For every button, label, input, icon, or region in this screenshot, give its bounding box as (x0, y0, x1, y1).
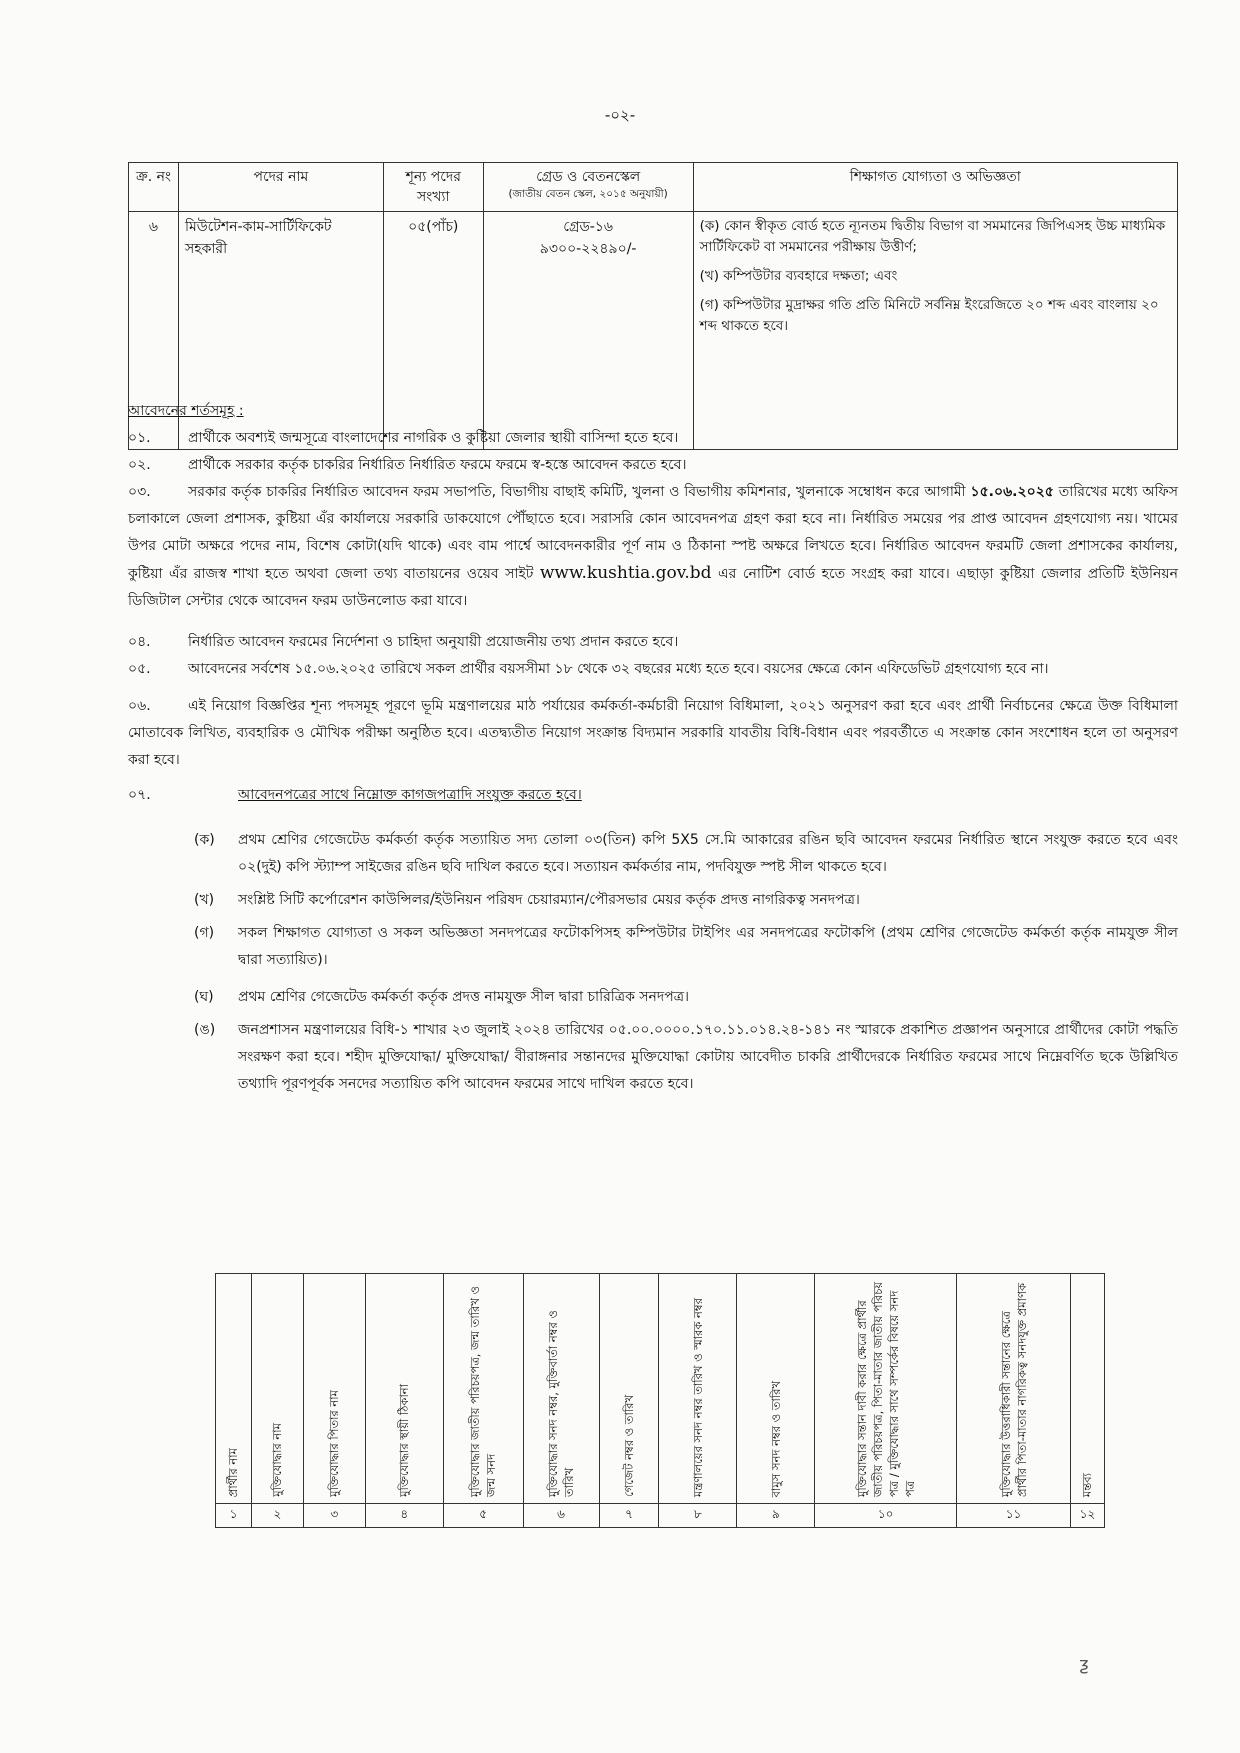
document-text: প্রথম শ্রেণির গেজেটেড কর্মকর্তা কর্তৃক প্রদত্ত নামযুক্ত সীল দ্বারা চারিত্রিক সনদপত্র। (238, 989, 690, 1005)
column-number: ৭ (599, 1504, 659, 1528)
condition-number: ০৭. (128, 787, 151, 803)
document-item (194, 887, 1178, 914)
condition-item (128, 425, 1178, 452)
quota-header: মুক্তিযোদ্ধার সন্তান দাবী করার ক্ষেত্রে প্রার্থীর জাতীয় পরিচয়পত্র, পিতা-মাতার জাতীয় পরিচয় পত্র / মুক্তিযোদ্ধার সাথে সম্পর্কের বিষয়ে সনদ পত্র (815, 1274, 957, 1504)
deadline-date: ১৫.০৬.২০২৫ (970, 484, 1054, 500)
condition-text: এর নোটিশ বোর্ড হতে সংগ্রহ করা যাবে। এছাড়া কুষ্টিয়া জেলার প্রতিটি ইউনিয়ন ডিজিটাল সেন্টার থেকে আবেদন ফরম ডাউনলোড করা যাবে। (128, 566, 1178, 609)
condition-item (128, 656, 1178, 683)
condition-text: এই নিয়োগ বিজ্ঞপ্তির শূন্য পদসমূহ পূরণে ভূমি মন্ত্রণালয়ের মাঠ পর্যায়ের কর্মকর্তা-কর্মচারী নিয়োগ বিধিমালা, ২০২১ অনুসরণ করা হবে এবং প্রার্থী নির্বাচনের ক্ষেত্রে উক্ত বিধিমালা মোতাবেক লিখিত, ব্যবহারিক ও মৌখিক পরীক্ষা অনুষ্ঠিত হবে। এতদ্ব্যতীত নিয়োগ সংক্রান্ত বিদ্যমান সরকারি যাবতীয় বিধি-বিধান এবং পরবর্তীতে এ সংক্রান্ত কোন সংশোধন হলে তা অনুসরণ করা হবে। (128, 698, 1178, 768)
row-serial: ৬ (129, 212, 179, 450)
condition-item (128, 452, 1178, 479)
column-number: ২ (251, 1504, 303, 1528)
row-vacancy: ০৫(পাঁচ) (383, 212, 483, 450)
header-qualification: শিক্ষাগত যোগ্যতা ও অভিজ্ঞতা (693, 163, 1177, 212)
condition-number: ০৫. (128, 661, 151, 677)
quota-header: মুক্তিযোদ্ধার স্থায়ী ঠিকানা (365, 1274, 443, 1504)
condition-text: সরকার কর্তৃক চাকরির নির্ধারিত আবেদন ফরম সভাপতি, বিভাগীয় বাছাই কমিটি, খুলনা ও বিভাগীয় কমিশনার, খুলনাকে সম্বোধন করে আগামী (188, 484, 971, 500)
condition-number: ০৪. (128, 634, 151, 650)
quota-table-header (216, 1274, 1105, 1504)
qualification-item: (গ) কম্পিউটার মুদ্রাক্ষর গতি প্রতি মিনিটে সর্বনিম্ন ইংরেজিতে ২০ শব্দ এবং বাংলায় ২০ শব্দ থাকতে হবে। (699, 297, 1159, 334)
condition-number: ০১. (128, 430, 151, 446)
website-link[interactable]: www.kushtia.gov.bd (539, 563, 712, 583)
document-text: সকল শিক্ষাগত যোগ্যতা ও সকল অভিজ্ঞতা সনদপত্রের ফটোকপিসহ কম্পিউটার টাইপিং এর সনদপত্রের ফটোকপি (প্রথম শ্রেণির গেজেটেড কর্মকর্তা কর্তৃক নামযুক্ত সীল দ্বারা সত্যায়িত)। (238, 925, 1178, 968)
condition-text: আবেদনের সর্বশেষ ১৫.০৬.২০২৫ তারিখে সকল প্রার্থীর বয়সসীমা ১৮ থেকে ৩২ বছরের মধ্যে হতে হবে। বয়সের ক্ষেত্রে কোন এফিডেভিট গ্রহণযোগ্য হবে না। (188, 661, 1049, 677)
condition-text: প্রার্থীকে সরকার কর্তৃক চাকরির নির্ধারিত নির্ধারিত ফরমে ফরমে স্ব-হস্তে আবেদন করতে হবে। (188, 457, 687, 473)
document-key: (ক) (194, 832, 215, 848)
job-table-header (129, 163, 1178, 212)
column-number: ৬ (523, 1504, 599, 1528)
document-key: (ঘ) (194, 989, 214, 1005)
column-number: ৯ (737, 1504, 815, 1528)
condition-item (128, 479, 1178, 615)
document-text: সংশ্লিষ্ট সিটি কর্পোরেশন কাউন্সিলর/ইউনিয়ন পরিষদ চেয়ারম্যান/পৌরসভার মেয়র কর্তৃক প্রদত্ত নাগরিকত্ব সনদপত্র। (238, 892, 860, 908)
column-number: ৪ (365, 1504, 443, 1528)
quota-header: মুক্তিযোদ্ধার জাতীয় পরিচয়পত্র, জন্ম তারিখ ও জন্ম সনদ (443, 1274, 523, 1504)
document-item (194, 920, 1178, 974)
condition-item (128, 693, 1178, 774)
column-number: ১ (216, 1504, 252, 1528)
column-number: ১০ (815, 1504, 957, 1528)
quota-header: মুক্তিযোদ্ধার পিতার নাম (303, 1274, 365, 1504)
condition-item (128, 782, 1178, 809)
pen-mark: ƺ (1079, 1654, 1089, 1675)
condition-text: নির্ধারিত আবেদন ফরমের নির্দেশনা ও চাহিদা অনুযায়ী প্রয়োজনীয় তথ্য প্রদান করতে হবে। (188, 634, 679, 650)
quota-header: প্রার্থীর নাম (216, 1274, 252, 1504)
header-serial: ক্র. নং (129, 163, 179, 212)
quota-table (215, 1273, 1105, 1528)
document-text: প্রথম শ্রেণির গেজেটেড কর্মকর্তা কর্তৃক সত্যায়িত সদ্য তোলা ০৩(তিন) কপি 5X5 সে.মি আকারের রঙিন ছবি আবেদন ফরমের নির্ধারিত স্থানে সংযুক্ত করতে হবে এবং ০২(দুই) কপি স্ট্যাম্প সাইজের রঙিন ছবি দাখিল করতে হবে। সত্যায়ন কর্মকর্তার নাম, পদবিযুক্ত স্পষ্ট সীল থাকতে হবে। (238, 832, 1178, 875)
column-number: ৩ (303, 1504, 365, 1528)
condition-number: ০৬. (128, 698, 151, 714)
document-item (194, 1017, 1178, 1098)
qualification-item: (ক) কোন স্বীকৃত বোর্ড হতে ন্যূনতম দ্বিতীয় বিভাগ বা সমমানের জিপিএসহ উচ্চ মাধ্যমিক সার্টিফিকেট বা সমমানের পরীক্ষায় উত্তীর্ণ; (699, 218, 1166, 255)
quota-header: গেজেট নম্বর ও তারিখ (599, 1274, 659, 1504)
quota-header: মুক্তিযোদ্ধার নাম (251, 1274, 303, 1504)
row-grade-label: গ্রেড-১৬ (563, 219, 613, 235)
column-number: ১২ (1070, 1504, 1104, 1528)
column-number: ৮ (659, 1504, 737, 1528)
document-item (194, 827, 1178, 881)
document-text: জনপ্রশাসন মন্ত্রণালয়ের বিধি-১ শাখার ২৩ জুলাই ২০২৪ তারিখের ০৫.০০.০০০০.১৭০.১১.০১৪.২৪-১৪১ নং স্মারকে প্রকাশিত প্রজ্ঞাপন অনুসারে প্রার্থীদের কোটা পদ্ধতি সংরক্ষণ করা হবে। শহীদ মুক্তিযোদ্ধা/ মুক্তিযোদ্ধা/ বীরাঙ্গনার সন্তানদের মুক্তিযোদ্ধা কোটায় আবেদীত চাকরি প্রার্থীদেরকে নির্ধারিত ফরমের সাথে নিম্নেবর্ণিত ছকে উল্লিখিত তথ্যাদি পূরণপূর্বক সনদের সত্যায়িত কপি আবেদন ফরমের সাথে দাখিল করতে হবে। (238, 1022, 1178, 1092)
page-number: -০২- (604, 106, 636, 124)
documents-heading: আবেদনপত্রের সাথে নিম্নোক্ত কাগজপত্রাদি সংযুক্ত করতে হবে। (238, 787, 582, 803)
quota-header: মন্ত্রণালয়ের সনদ নম্বর তারিখ ও স্মারক নম্বর (659, 1274, 737, 1504)
header-grade-note: (জাতীয় বেতন স্কেল, ২০১৫ অনুযায়ী) (508, 188, 668, 200)
document-key: (ঙ) (194, 1022, 216, 1038)
header-grade (483, 163, 693, 212)
condition-text: তারিখের মধ্যে অফিস চলাকালে জেলা প্রশাসক, কুষ্টিয়া এঁর কার্যালয়ে সরকারি ডাকযোগে পৌঁছাতে হবে। সরাসরি কোন আবেদনপত্র গ্রহণ করা হবে না। নির্ধারিত সময়ের পর প্রাপ্ত আবেদন গ্রহণযোগ্য নয়। খামের উপর মোটা অক্ষরে পদের নাম, বিশেষ কোটা(যদি থাকে) এবং বাম পার্শ্বে আবেদনকারীর পূর্ণ নাম ও ঠিকানা স্পষ্ট অক্ষরে লিখতে হবে। নির্ধারিত আবেদন ফরমটি জেলা প্রশাসকের কার্যালয়, কুষ্টিয়া এঁর রাজস্ব শাখা হতে অথবা জেলা তথ্য বাতায়নের ওয়েব সাইট (128, 484, 1178, 582)
header-vacancy: শূন্য পদের সংখ্যা (383, 163, 483, 212)
condition-text: প্রার্থীকে অবশ্যই জন্মসূত্রে বাংলাদেশের নাগরিক ও কুষ্টিয়া জেলার স্থায়ী বাসিন্দা হতে হবে। (188, 430, 679, 446)
row-post-name: মিউটেশন-কাম-সার্টিফিকেট সহকারী (178, 212, 383, 450)
quota-header: মুক্তিযোদ্ধার উত্তরাধিকারী সন্তানের ক্ষেত্রে প্রার্থীর পিতা-মাতার নাগরিকত্ব সনদযুক্ত প্রমাণক (957, 1274, 1071, 1504)
column-number: ১১ (957, 1504, 1071, 1528)
conditions-section (128, 398, 1178, 1104)
quota-header: বামুস সনদ নম্বর ও তারিখ (737, 1274, 815, 1504)
document-key: (গ) (194, 925, 215, 941)
column-number: ৫ (443, 1504, 523, 1528)
condition-number: ০২. (128, 457, 151, 473)
quota-header: মন্তব্য (1070, 1274, 1104, 1504)
condition-item (128, 629, 1178, 656)
qualification-item: (খ) কম্পিউটার ব্যবহারে দক্ষতা; এবং (699, 268, 898, 284)
conditions-heading: আবেদনের শর্তসমূহ : (128, 403, 244, 419)
document-key: (খ) (194, 892, 215, 908)
document-item (194, 984, 1178, 1011)
quota-number-row (216, 1504, 1105, 1528)
row-pay-scale: ৯৩০০-২২৪৯০/- (539, 241, 637, 257)
header-grade-label: গ্রেড ও বেতনস্কেল (536, 169, 641, 185)
header-post-name: পদের নাম (178, 163, 383, 212)
documents-list (194, 827, 1178, 1098)
condition-number: ০৩. (128, 484, 151, 500)
quota-header: মুক্তিযোদ্ধার সনদ নম্বর, মুক্তিবার্তা নম্বর ও তারিখ (523, 1274, 599, 1504)
